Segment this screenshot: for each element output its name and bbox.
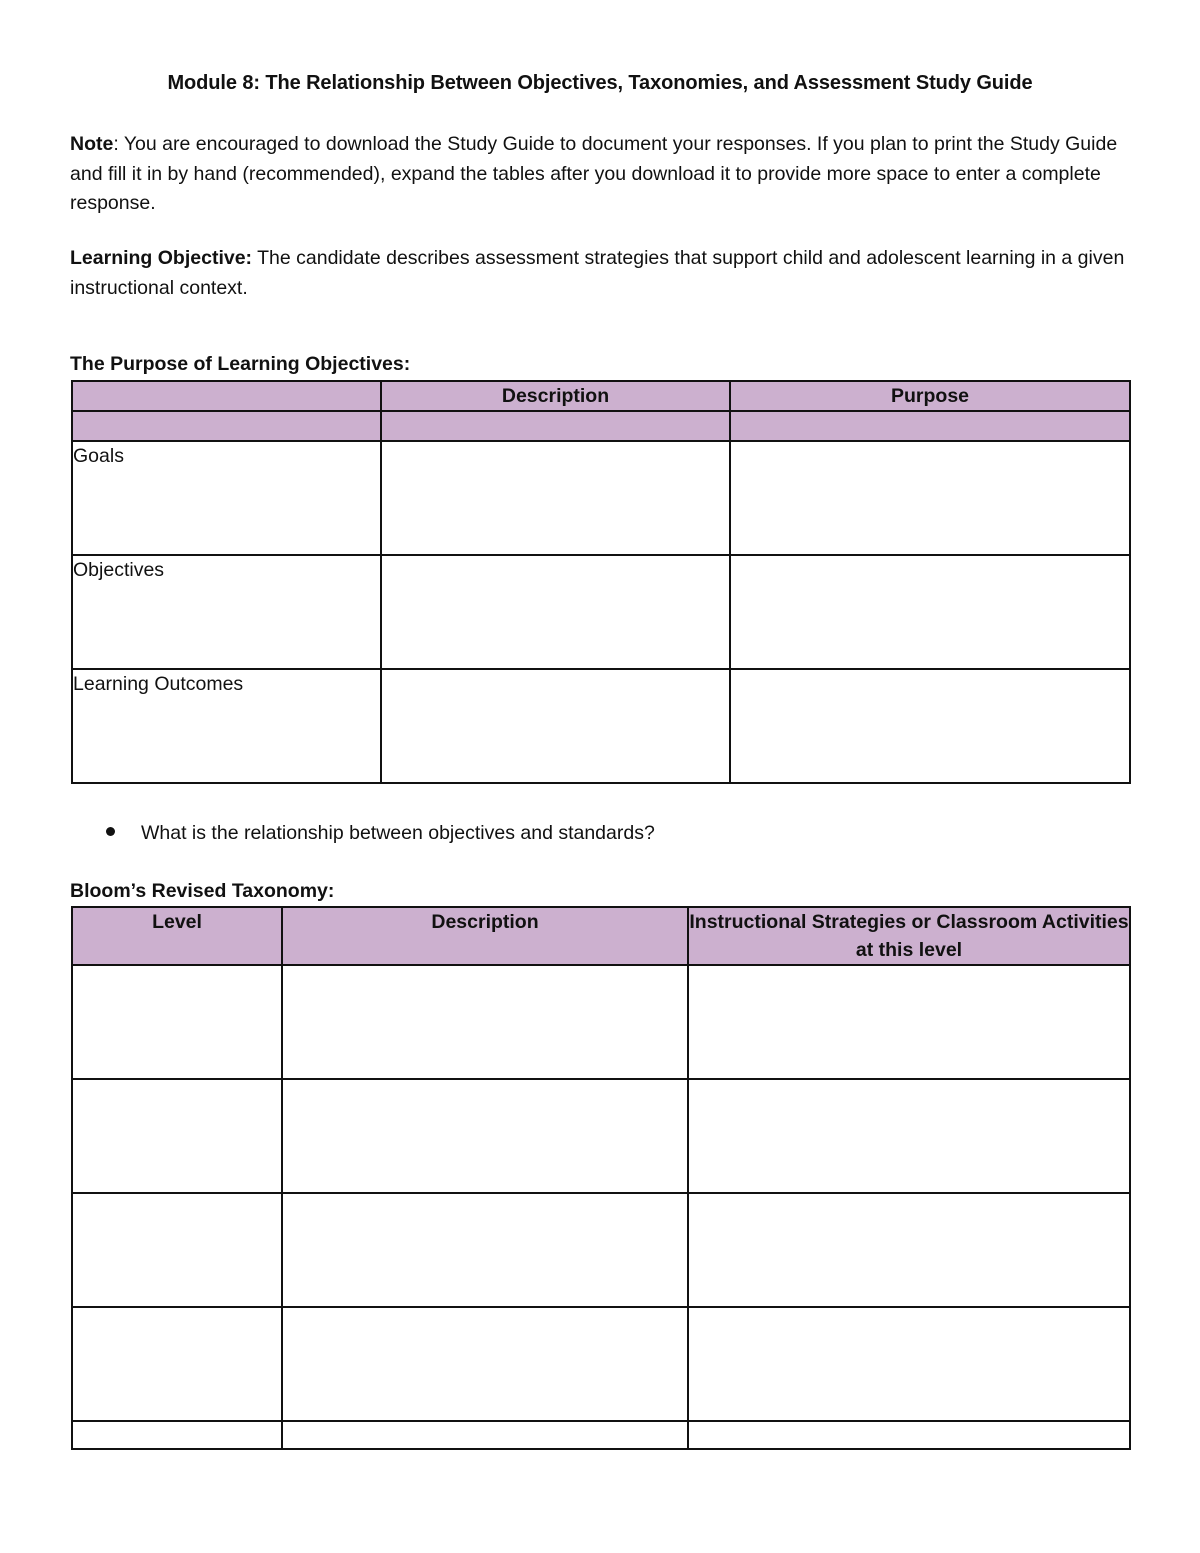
row-label-objectives: Objectives [72, 555, 381, 669]
strategies-cell[interactable] [688, 1079, 1130, 1193]
level-cell[interactable] [72, 965, 282, 1079]
level-cell[interactable] [72, 1307, 282, 1421]
level-cell[interactable] [72, 1079, 282, 1193]
table-row [72, 669, 1130, 783]
row-label-goals: Goals [72, 441, 381, 555]
table-row [72, 1307, 1130, 1421]
table-row [72, 1421, 1130, 1449]
strategies-cell[interactable] [688, 1193, 1130, 1307]
note-text: : You are encouraged to download the Study Guide to document your responses. If you plan to print the Study Guide and fill it in by hand (recommended), expand the tables after you download it to provide more space to enter a complete response. [70, 133, 1118, 214]
goals-purpose-cell[interactable] [730, 441, 1130, 555]
description-cell[interactable] [282, 1421, 688, 1449]
table-row [72, 1079, 1130, 1193]
objectives-purpose-cell[interactable] [730, 555, 1130, 669]
purpose-table-shaded-row [72, 411, 1130, 441]
table-row [72, 1193, 1130, 1307]
column-header-description: Description [381, 381, 730, 411]
objective-label: Learning Objective: [70, 247, 253, 269]
row-label-learning-outcomes: Learning Outcomes [72, 669, 381, 783]
learning-outcomes-purpose-cell[interactable] [730, 669, 1130, 783]
objectives-description-cell[interactable] [381, 555, 730, 669]
note-paragraph [70, 130, 1130, 219]
description-cell[interactable] [282, 965, 688, 1079]
learning-objective-paragraph [70, 244, 1130, 303]
table-row [72, 441, 1130, 555]
column-header-strategies: Instructional Strategies or Classroom Activities at this level [688, 907, 1130, 965]
description-cell[interactable] [282, 1193, 688, 1307]
bullet-icon [106, 827, 115, 836]
level-cell[interactable] [72, 1193, 282, 1307]
purpose-section-heading: The Purpose of Learning Objectives: [70, 353, 411, 375]
description-cell[interactable] [282, 1079, 688, 1193]
goals-description-cell[interactable] [381, 441, 730, 555]
description-cell[interactable] [282, 1307, 688, 1421]
document-title: Module 8: The Relationship Between Objectives, Taxonomies, and Assessment Study Guide [167, 72, 1033, 94]
question-text: What is the relationship between objectives and standards? [141, 822, 655, 844]
level-cell[interactable] [72, 1421, 282, 1449]
shaded-cell [730, 411, 1130, 441]
question-list-item [106, 822, 655, 845]
taxonomy-table [71, 906, 1131, 1450]
note-label: Note [70, 133, 114, 155]
taxonomy-section-heading: Bloom’s Revised Taxonomy: [70, 880, 335, 902]
column-header-purpose: Purpose [730, 381, 1130, 411]
purpose-table-header [72, 381, 1130, 411]
strategies-cell[interactable] [688, 965, 1130, 1079]
learning-outcomes-description-cell[interactable] [381, 669, 730, 783]
column-header-description: Description [282, 907, 688, 965]
table-row [72, 965, 1130, 1079]
strategies-cell[interactable] [688, 1307, 1130, 1421]
objective-text: The candidate describes assessment strategies that support child and adolescent learning in a given instructional context. [70, 247, 1125, 299]
column-header-level: Level [72, 907, 282, 965]
shaded-cell [72, 411, 381, 441]
strategies-cell[interactable] [688, 1421, 1130, 1449]
table-row [72, 555, 1130, 669]
taxonomy-table-header [72, 907, 1130, 965]
column-header-blank [72, 381, 381, 411]
purpose-table [71, 380, 1131, 784]
shaded-cell [381, 411, 730, 441]
